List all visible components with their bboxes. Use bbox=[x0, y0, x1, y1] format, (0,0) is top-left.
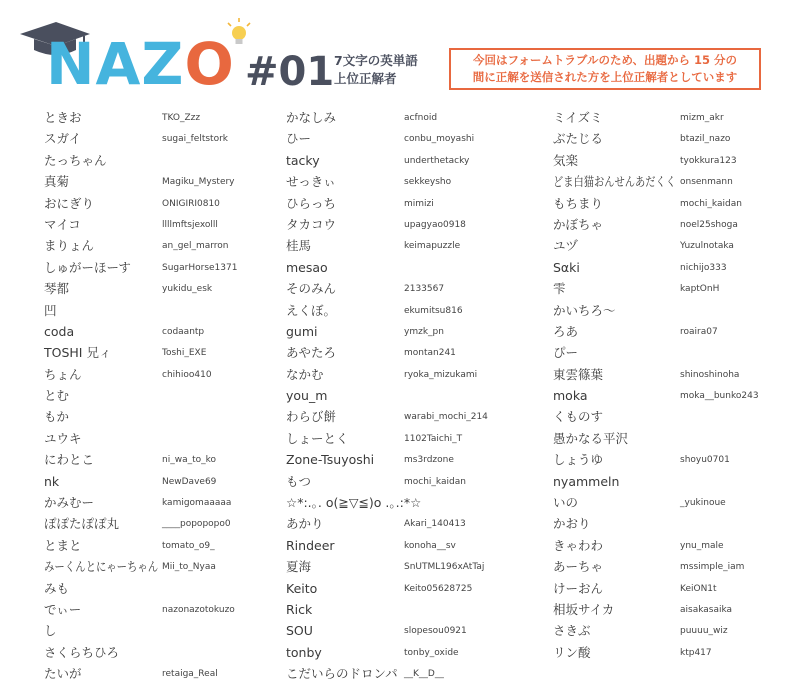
winner-name: わらび餅 bbox=[286, 409, 337, 425]
winner-name: とむ bbox=[44, 388, 70, 404]
winner-handle: puuuu_wiz bbox=[680, 626, 728, 637]
winner-handle: ms3rdzone bbox=[404, 455, 454, 466]
notice-line-1: 今回はフォームトラブルのため、出題から 15 分の bbox=[472, 53, 737, 67]
winner-name: ぽぽたぽぽ丸 bbox=[44, 516, 120, 532]
nazo-logo bbox=[40, 10, 250, 98]
winner-name: くものす bbox=[553, 409, 604, 425]
winner-handle: montan241 bbox=[404, 348, 456, 359]
winner-name: えくぼ。 bbox=[286, 302, 337, 318]
notice-line-2: 間に正解を送信された方を上位正解者としています bbox=[472, 70, 738, 84]
header bbox=[0, 0, 800, 105]
winner-name: そのみん bbox=[286, 281, 337, 297]
winner-handle: 2133567 bbox=[404, 284, 445, 295]
winner-handle: shoyu0701 bbox=[680, 455, 730, 466]
winner-handle: mimizi bbox=[404, 198, 434, 209]
winner-handle: _yukinoue bbox=[680, 498, 726, 509]
winner-name: Zone-Tsuyoshi bbox=[286, 452, 375, 468]
winner-handle: ____popopopo0 bbox=[162, 519, 231, 530]
winner-handle: btazil_nazo bbox=[680, 134, 731, 145]
winner-name: gumi bbox=[286, 323, 318, 339]
winner-handle: keimapuzzle bbox=[404, 241, 461, 252]
issue-number: #01 bbox=[245, 49, 335, 95]
winner-name: タカコウ bbox=[286, 216, 337, 232]
winner-name: ひらっち bbox=[286, 195, 337, 211]
winner-handle: ni_wa_to_ko bbox=[162, 455, 217, 466]
winner-name: けーおん bbox=[553, 580, 604, 596]
winner-name: もつ bbox=[286, 473, 312, 489]
winner-name: Sαki bbox=[553, 259, 580, 275]
winner-handle: kamigomaaaaa bbox=[162, 498, 232, 509]
winner-handle: tyokkura123 bbox=[680, 155, 737, 166]
winner-name: ユウキ bbox=[44, 430, 82, 446]
winner-handle: Magiku_Mystery bbox=[162, 177, 235, 188]
winner-name: 相坂サイカ bbox=[553, 601, 615, 617]
winner-handle: sekkeysho bbox=[404, 177, 452, 188]
winner-name: ぴー bbox=[553, 345, 579, 361]
winner-name: you_m bbox=[286, 388, 328, 404]
winner-handle: mochi_kaidan bbox=[404, 476, 466, 487]
winner-name: なかむ bbox=[286, 366, 324, 382]
winner-handle: TKO_Zzz bbox=[162, 113, 201, 123]
winner-name: 愚かなる平沢 bbox=[553, 430, 629, 446]
winner-name: nyammeln bbox=[553, 473, 620, 489]
winner-name: tonby bbox=[286, 644, 322, 660]
winner-handle: onsenmann bbox=[680, 177, 733, 188]
winner-name: かいちろ〜 bbox=[553, 302, 616, 318]
winner-name: 琴都 bbox=[44, 281, 70, 297]
winner-name: しょーとく bbox=[286, 430, 349, 446]
winner-handle: conbu_moyashi bbox=[404, 134, 475, 145]
winner-name: たっちゃん bbox=[44, 152, 107, 168]
winner-handle: tonby_oxide bbox=[404, 647, 459, 658]
winner-handle: ryoka_mizukami bbox=[404, 369, 478, 380]
winner-handle: yukidu_esk bbox=[162, 284, 213, 295]
winner-name: しょうゆ bbox=[553, 452, 604, 468]
winner-handle: underthetacky bbox=[404, 155, 470, 166]
winner-handle: ymzk_pn bbox=[404, 326, 444, 337]
winner-name: リン酸 bbox=[553, 644, 591, 660]
winner-name: みも bbox=[44, 580, 70, 596]
winner-name: 桂馬 bbox=[286, 238, 312, 254]
winner-name: かなしみ bbox=[286, 110, 337, 125]
subtitle-line-2: 上位正解者 bbox=[334, 71, 397, 86]
winner-handle: an_gel_marron bbox=[162, 241, 229, 252]
winner-handle: slopesou0921 bbox=[404, 626, 467, 637]
winner-name: moka bbox=[553, 388, 588, 404]
winner-handle: ktp417 bbox=[680, 647, 712, 658]
winner-handle: Akari_140413 bbox=[404, 519, 466, 530]
winner-handle: nazonazotokuzo bbox=[162, 604, 235, 615]
winner-name: 気楽 bbox=[553, 152, 579, 168]
winner-handle: NewDave69 bbox=[162, 476, 217, 487]
winner-name: みーくんとにゃーちゃん bbox=[44, 559, 159, 575]
winner-name: 真菊 bbox=[44, 174, 70, 190]
winner-handle: tomato_o9_ bbox=[162, 540, 215, 551]
winner-name: 夏海 bbox=[286, 559, 312, 575]
winner-handle: mssimple_iam bbox=[680, 562, 745, 573]
winner-name: Rindeer bbox=[286, 537, 335, 553]
winner-name: ぶたじる bbox=[553, 131, 604, 147]
winner-handle: acfnoid bbox=[404, 113, 438, 123]
winner-name: とまと bbox=[44, 537, 82, 553]
winner-name: ☆*:.｡. o(≧▽≦)o .｡.:*☆ bbox=[286, 495, 422, 511]
winner-handle: kaptOnH bbox=[680, 284, 720, 295]
winner-name: Rick bbox=[286, 601, 313, 617]
winner-handle: mizm_akr bbox=[680, 113, 724, 123]
winner-name: さくらちひろ bbox=[44, 644, 120, 660]
winner-handle: konoha__sv bbox=[404, 540, 456, 551]
winner-handle: sugai_feltstork bbox=[162, 134, 228, 145]
winner-name: あやたろ bbox=[286, 345, 337, 361]
winner-name: かみむー bbox=[44, 495, 95, 511]
winner-name: かぼちゃ bbox=[553, 216, 604, 232]
winner-name: にわとこ bbox=[44, 452, 95, 468]
notice-box bbox=[449, 48, 761, 90]
winner-name: coda bbox=[44, 323, 75, 339]
winner-name: もちまり bbox=[553, 195, 604, 211]
winner-handle: ONIGIRI0810 bbox=[162, 198, 220, 209]
winner-name: もか bbox=[44, 409, 70, 425]
winner-handle: codaantp bbox=[162, 326, 205, 337]
winner-handle: noel25shoga bbox=[680, 219, 738, 230]
winner-handle: upagyao0918 bbox=[404, 219, 466, 230]
winner-name: スガイ bbox=[44, 131, 82, 147]
winner-handle: llllmftsjexolll bbox=[162, 219, 218, 230]
winner-handle: Toshi_EXE bbox=[162, 348, 207, 359]
winner-name: 東雲篠葉 bbox=[553, 366, 604, 382]
winner-name: しゅがーほーす bbox=[44, 259, 131, 275]
winner-name: でぃー bbox=[44, 601, 82, 617]
subtitle bbox=[334, 52, 418, 88]
winner-handle: shinoshinoha bbox=[680, 369, 740, 380]
winner-handle: __K__D__ bbox=[404, 669, 444, 680]
winner-name: tacky bbox=[286, 152, 320, 168]
winner-name: きゃわわ bbox=[553, 537, 604, 553]
winner-handle: SugarHorse1371 bbox=[162, 262, 238, 273]
winner-handle: KeiON1t bbox=[680, 583, 717, 594]
winner-handle: Yuzulnotaka bbox=[680, 241, 734, 252]
winner-name: ユヅ bbox=[553, 238, 579, 254]
winner-name: TOSHI 兄ィ bbox=[44, 345, 112, 361]
winner-name: こだいらのドロンパ bbox=[286, 666, 398, 682]
winner-name: あかり bbox=[286, 516, 324, 532]
winner-handle: chihioo410 bbox=[162, 369, 212, 380]
winner-handle: nichijo333 bbox=[680, 262, 727, 273]
winner-name: ひー bbox=[286, 131, 312, 147]
winner-name: いの bbox=[553, 495, 579, 511]
winner-handle: 1102Taichi_T bbox=[404, 433, 463, 444]
winner-name: Keito bbox=[286, 580, 318, 596]
winner-handle: SnUTML196xAtTaj bbox=[404, 562, 485, 573]
winner-handle: moka__bunko243 bbox=[680, 391, 759, 402]
winner-name: mesao bbox=[286, 259, 328, 275]
winner-name: ろあ bbox=[553, 323, 579, 339]
winner-name: まりょん bbox=[44, 238, 95, 254]
winner-handle: aisakasaika bbox=[680, 604, 733, 615]
winner-name: たいが bbox=[44, 666, 82, 682]
winner-handle: ynu_male bbox=[680, 540, 724, 551]
winner-name: おにぎり bbox=[44, 195, 95, 211]
winner-handle: warabi_mochi_214 bbox=[404, 412, 488, 423]
winner-handle: ekumitsu816 bbox=[404, 305, 463, 316]
winner-handle: Keito05628725 bbox=[404, 583, 473, 594]
winner-handle: roaira07 bbox=[680, 326, 718, 337]
winner-handle: mochi_kaidan bbox=[680, 198, 742, 209]
winner-name: し bbox=[44, 623, 57, 639]
winner-name: ときお bbox=[44, 110, 82, 125]
winner-handle: Mii_to_Nyaa bbox=[162, 562, 216, 573]
winner-name: 雫 bbox=[553, 281, 566, 297]
winner-name: 凹 bbox=[44, 302, 57, 318]
winner-name: ちょん bbox=[44, 366, 82, 382]
winner-name: ミイズミ bbox=[553, 110, 603, 125]
logo-text: NAZO bbox=[46, 30, 235, 98]
winner-name: かおり bbox=[553, 516, 591, 532]
subtitle-line-1: 7文字の英単語 bbox=[334, 53, 418, 68]
winner-name: SOU bbox=[286, 623, 313, 639]
winner-name: どま白猫おんせんあだくく bbox=[553, 174, 677, 190]
winner-name: さきぶ bbox=[553, 623, 591, 639]
winner-name: せっきぃ bbox=[286, 174, 336, 190]
winner-handle: retaiga_Real bbox=[162, 669, 218, 680]
winner-name: マイコ bbox=[44, 216, 81, 232]
winner-name: あーちゃ bbox=[553, 559, 604, 575]
winner-name: nk bbox=[44, 473, 60, 489]
